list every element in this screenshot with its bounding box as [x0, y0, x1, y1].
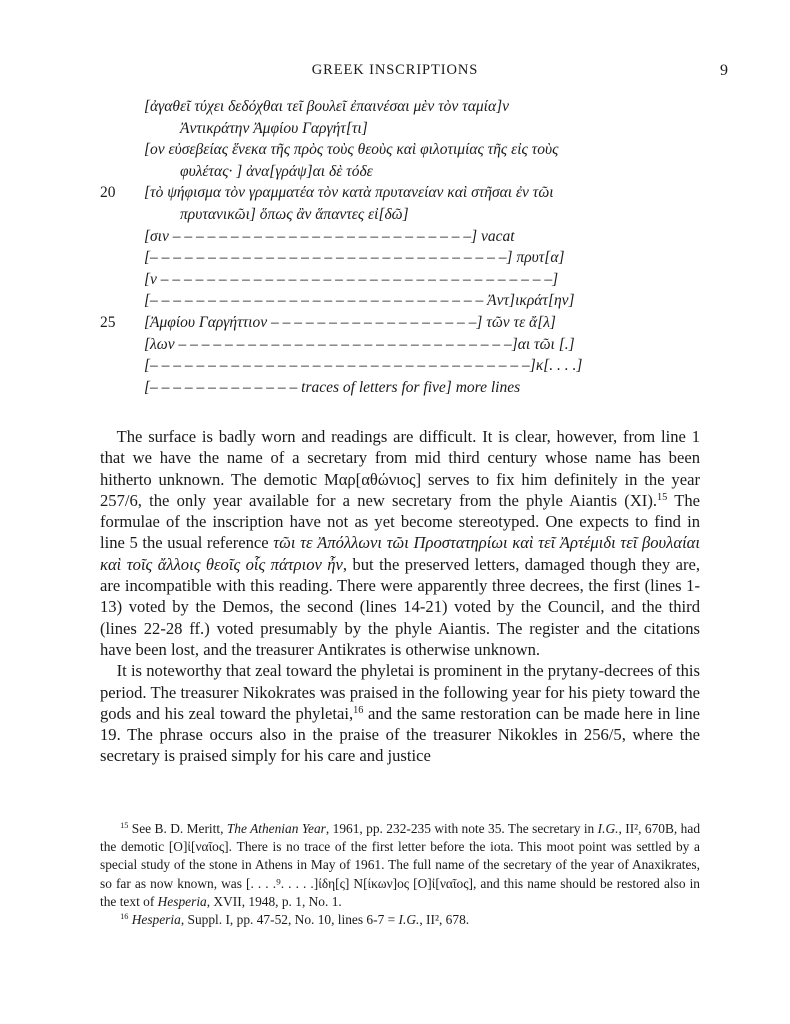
footnote-15-text-d: , XVII, 1948, p. 1, No. 1. — [206, 893, 342, 909]
inscription-line — [100, 161, 700, 183]
footnote-15-text-a: See B. D. Meritt, — [128, 821, 227, 836]
inscription-text: [– – – – – – – – – – – – – – – – – – – – – – – – – – – – – – –] πρυτ[α] — [144, 249, 565, 267]
inscription-line — [100, 118, 700, 140]
footnote-15-book-title: The Athenian Year — [226, 821, 326, 836]
inscription-text: [Ἀμφίου Γαργήττιον – – – – – – – – – – – – – – – – – –] τῶν τε ἄ[λ] — [144, 313, 556, 331]
footnote-15-ig: I.G. — [597, 821, 619, 836]
inscription-line — [100, 269, 700, 291]
footnote-ref-16[interactable]: 16 — [353, 704, 364, 716]
footnote-15-hesperia: Hesperia — [157, 893, 207, 909]
inscription-text: [λων – – – – – – – – – – – – – – – – – – – – – – – – – – – – –]αι τῶι [.] — [144, 335, 575, 353]
footnote-15-mark: 15 — [120, 821, 129, 831]
inscription-line — [100, 355, 700, 377]
paragraph-1-text: The surface is badly worn and readings are difficult. It is clear, however, from line 1 that we have the name of a secretary from mid third century whose name has been hitherto unknown. The demotic Μαρ[αθώνιος] serves to fix him definitely in the year 257/6, the only year available for a new secretary from the phyle Aiantis (XI). — [100, 427, 700, 510]
footnote-16 — [100, 911, 700, 929]
inscription-text: πρυτανικῶι] ὅπως ἂν ἅπαντες εἰ[δῶ] — [180, 205, 409, 223]
paragraph-2-text: It is noteworthy that zeal toward the phyletai is prominent in the prytany-decrees of this period. The treasurer Nikokrates was praised in the following year for his piety toward the gods and his zeal toward the phyletai, — [100, 661, 700, 723]
footnote-15 — [100, 820, 700, 911]
inscription-text: [ν – – – – – – – – – – – – – – – – – – – – – – – – – – – – – – – – – –] — [144, 270, 559, 288]
inscription-text: [τὸ ψήφισμα τὸν γραμματέα τὸν κατὰ πρυτανείαν καὶ στῆσαι ἐν τῶι — [144, 184, 554, 202]
paragraph-1-text-c: , but the preserved letters, damaged though they are, are incompatible with this reading. There were apparently three decrees, the first (lines 1-13) voted by the Demos, the second (lines 14-21) voted by the Council, and the third (lines 22-28 ff.) voted presumably by the phyle Aiantis. The register and the citations have been lost, and the treasurer Antikrates is otherwise unknown. — [100, 554, 700, 659]
footnote-16-mark: 16 — [120, 912, 129, 922]
footnote-15-text-c: , II², 670B, had the demotic [O]ἰ[ναῖος]. There is no trace of the first letter before the iota. This moot point was settled by a special study of the stone in Athens in May of 1961. The full name of the secretary of the year of Anaxikrates, so far as now known, was [. . . .⁹. . . . .]ίδη[ς] N[ίκων]ος [O]ἰ[ναῖος], and this name should be restored also in the text of — [100, 821, 701, 909]
inscription-line — [100, 247, 700, 269]
inscription-line — [100, 290, 700, 312]
inscription-line — [100, 182, 700, 204]
greek-formula: τῶι τε Ἀπόλλωνι τῶι Προστατηρίωι καὶ τεῖ Ἀρτέμιδι τεῖ βουλαίαι καὶ τοῖς ἄλλοις θεοῖς οἷς πάτριον ἦν — [100, 533, 700, 574]
inscription-text: φυλέτας· ] ἀνα[γράψ]αι δὲ τόδε — [180, 162, 373, 180]
inscription-text: [ἀγαθεῖ τύχει δεδόχθαι τεῖ βουλεῖ ἐπαινέσαι μὲν τὸν ταμία]ν — [144, 98, 509, 115]
inscription-text: [ον εὐσεβείας ἕνεκα τῆς πρὸς τοὺς θεοὺς καὶ φιλοτιμίας τῆς εἰς τοὺς — [144, 141, 559, 159]
inscription-text: [– – – – – – – – – – – – – traces of letters for five] more lines — [144, 378, 521, 396]
inscription-block — [100, 96, 700, 398]
inscription-line — [100, 96, 700, 118]
inscription-line — [100, 139, 700, 161]
inscription-line — [100, 312, 700, 334]
footnote-16-hesperia: Hesperia — [128, 912, 181, 928]
running-title: GREEK INSCRIPTIONS — [311, 62, 479, 78]
paragraph-1 — [100, 426, 700, 660]
footnote-16-text-b: , II², 678. — [419, 912, 470, 928]
inscription-text: [– – – – – – – – – – – – – – – – – – – – – – – – – – – – – – – – –]κ[. . . .] — [144, 357, 583, 375]
page-number: 9 — [720, 62, 728, 79]
body-text — [100, 426, 700, 767]
line-number: 25 — [100, 313, 116, 331]
inscription-line — [100, 204, 700, 226]
inscription-text: [– – – – – – – – – – – – – – – – – – – – – – – – – – – – – Ἀντ]ικράτ[ην] — [144, 292, 575, 310]
inscription-line — [100, 226, 700, 248]
footnote-ref-15[interactable]: 15 — [657, 491, 668, 503]
inscription-text: [σιν – – – – – – – – – – – – – – – – – – – – – – – – – –] vacat — [144, 227, 515, 245]
paragraph-2 — [100, 660, 700, 766]
inscription-line — [100, 334, 700, 356]
footnote-15-text-b: , 1961, pp. 232-235 with note 35. The secretary in — [325, 821, 598, 836]
line-number: 20 — [100, 184, 116, 202]
footnote-16-text-a: , Suppl. I, pp. 47-52, No. 10, lines 6-7 = — [180, 912, 399, 928]
footnote-16-ig: I.G. — [398, 912, 420, 928]
footnotes — [100, 820, 700, 929]
paragraph-2-text-b: and the same restoration can be made here in line 19. The phrase occurs also in the praise of the treasurer Nikokles in 256/5, where the secretary is praised simply for his care and justice — [100, 703, 700, 766]
inscription-line — [100, 377, 700, 399]
page-header — [0, 62, 790, 84]
inscription-text: Ἀντικράτην Ἀμφίου Γαργήτ[τι] — [180, 119, 368, 137]
paragraph-1-text-b: The formulae of the inscription have not as yet become stereotyped. One expects to find in line 5 the usual reference — [100, 490, 700, 553]
